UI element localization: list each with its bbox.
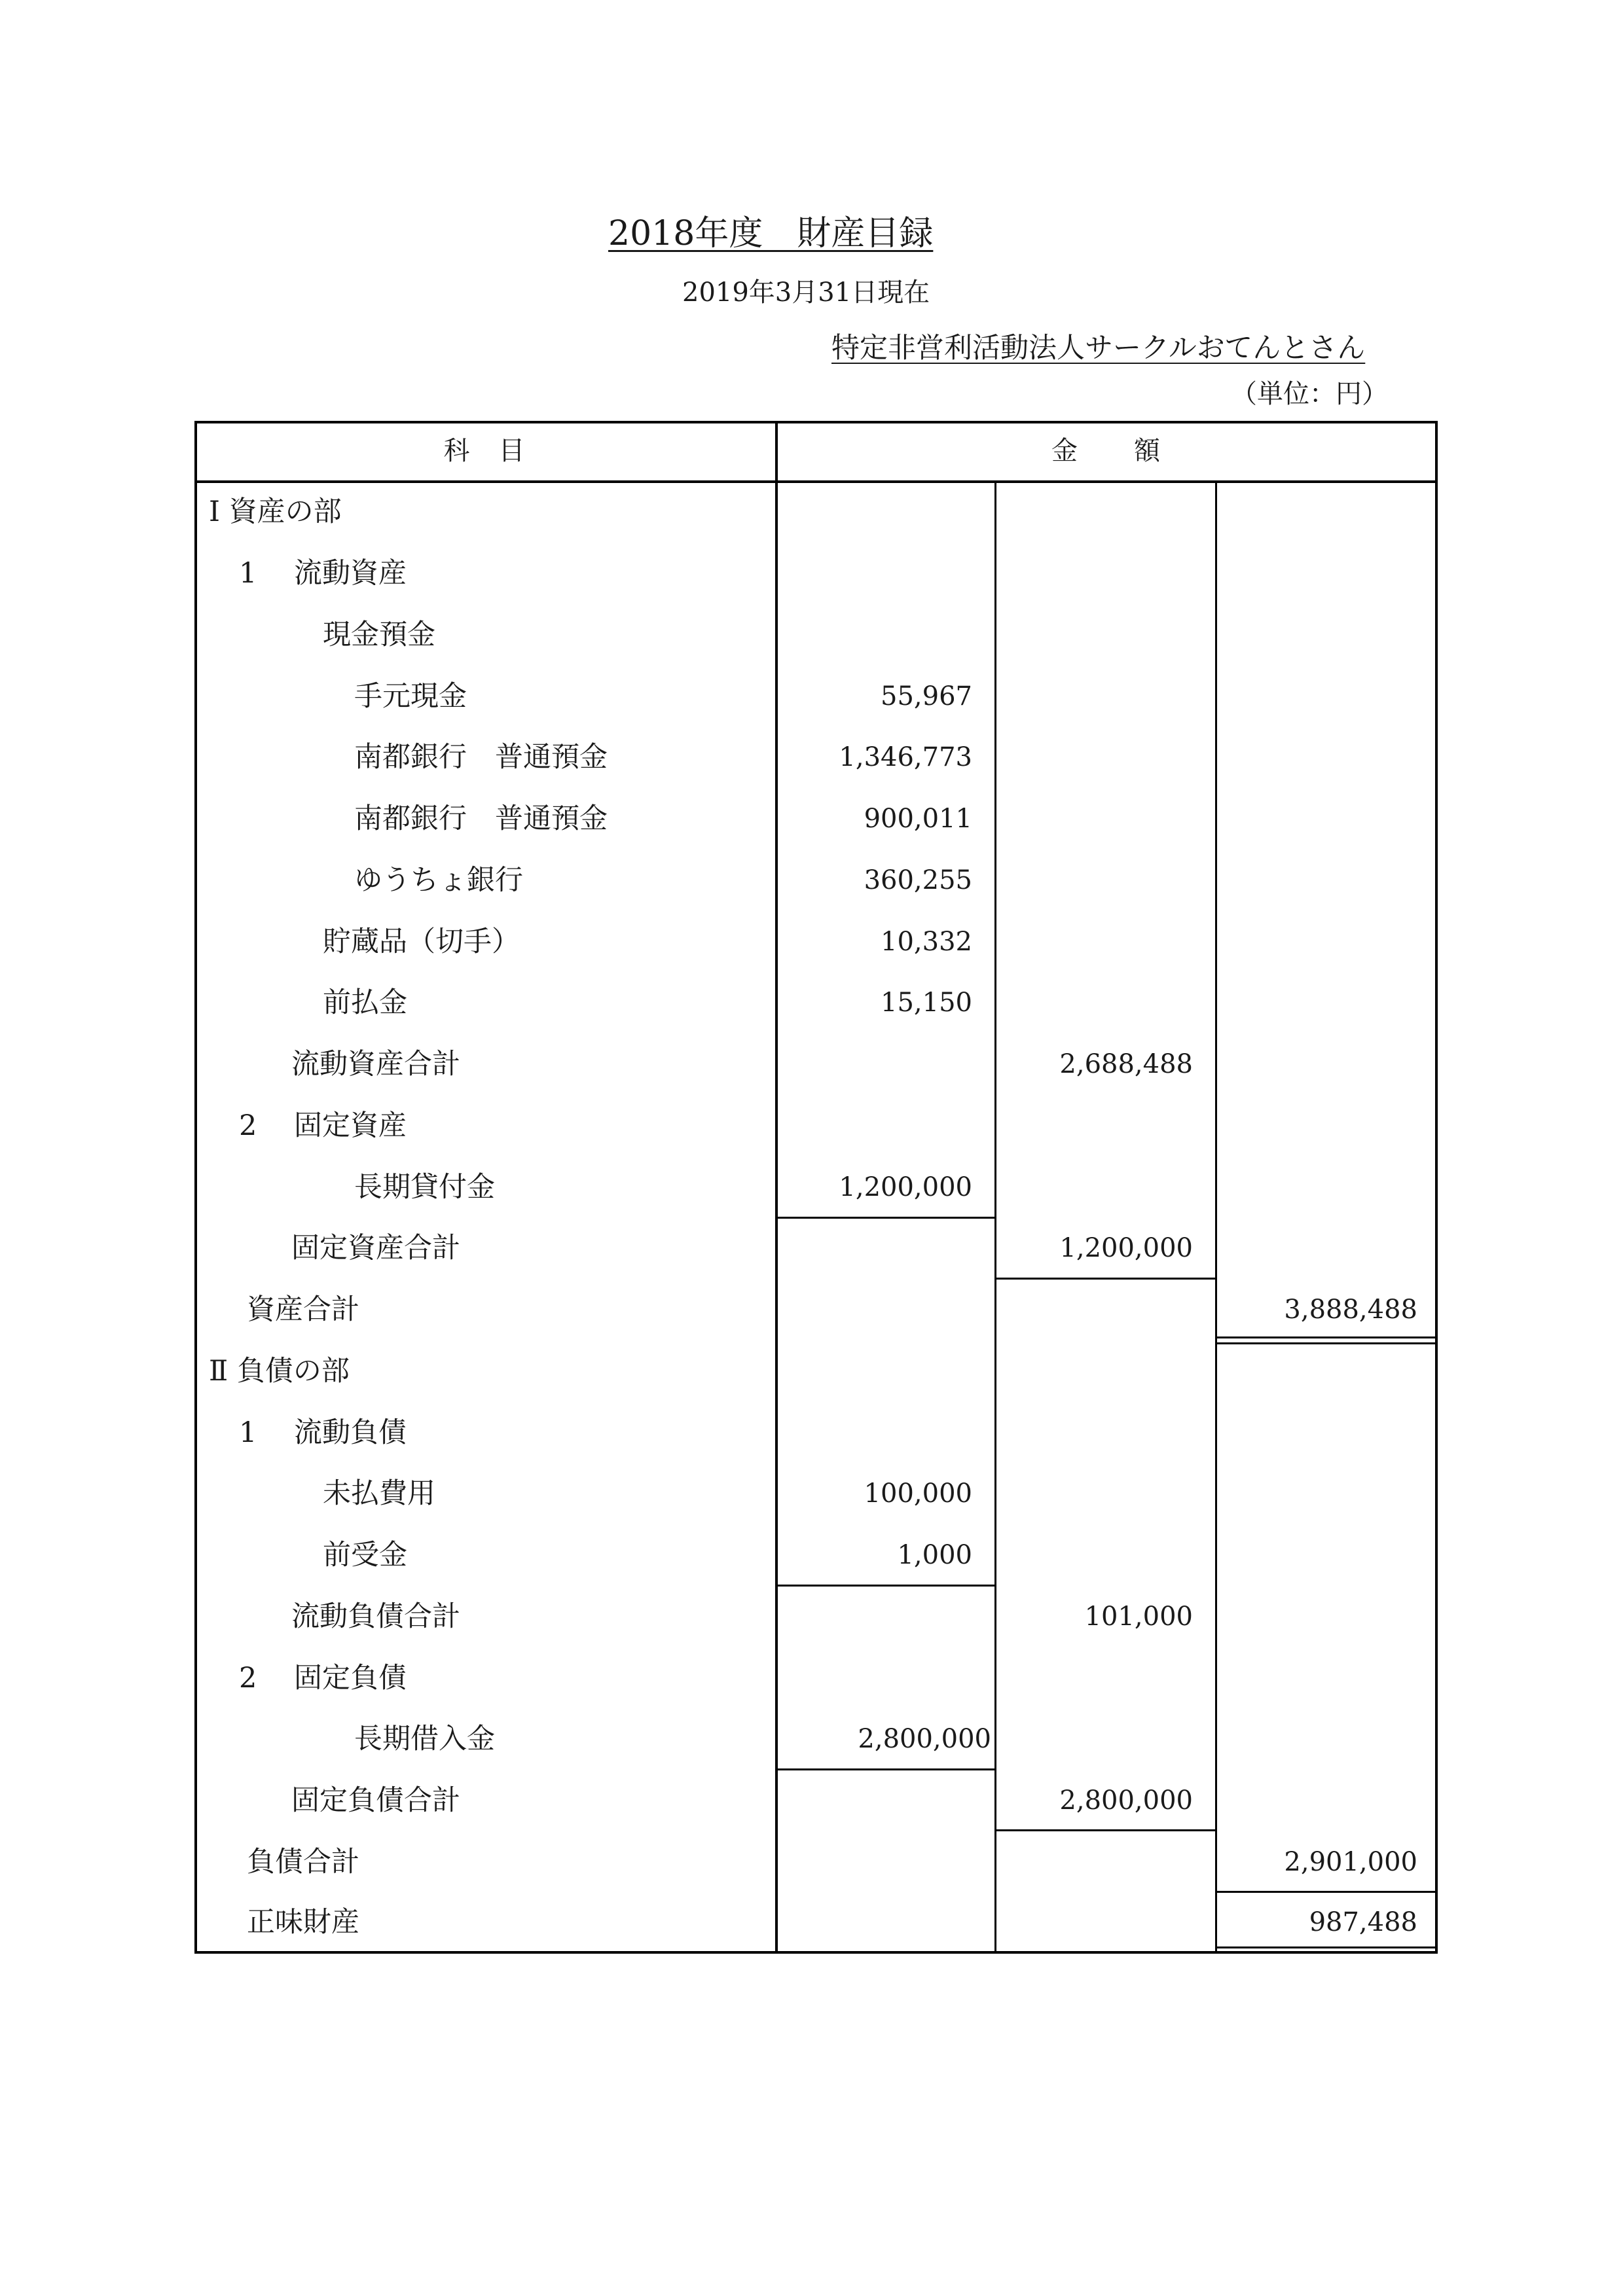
row-yucho-bank: [194, 850, 1438, 911]
item-label: 南都銀行 普通預金: [354, 741, 608, 774]
item-amount: 1,200,000: [839, 1172, 972, 1202]
row-prepaid: [194, 973, 1438, 1033]
net-assets-label: 正味財産: [247, 1906, 359, 1939]
total-amount: 2,901,000: [1284, 1847, 1417, 1877]
subtotal-amount: 101,000: [1084, 1602, 1193, 1632]
row-liabilities-section: [194, 1341, 1438, 1402]
row-assets-section: [194, 482, 1438, 543]
item-amount: 15,150: [881, 988, 972, 1018]
item-amount: 900,011: [864, 804, 972, 834]
subtotal-amount: 2,688,488: [1059, 1049, 1193, 1079]
row-petty-cash: [194, 666, 1438, 727]
row-current-assets-total: [194, 1034, 1438, 1095]
group-label: 1 流動負債: [239, 1416, 407, 1449]
subtotal-label: 流動負債合計: [291, 1600, 460, 1633]
group-label: 2 固定負債: [239, 1662, 407, 1695]
row-fixed-assets-total: [194, 1218, 1438, 1279]
column-header-subject: 科 目: [443, 436, 526, 466]
total-label: 負債合計: [247, 1846, 359, 1878]
row-stamps: [194, 912, 1438, 973]
row-fixed-assets: [194, 1096, 1438, 1157]
document-title: 2018年度 財産目録: [608, 214, 934, 253]
item-amount: 100,000: [864, 1479, 972, 1509]
row-assets-total: [194, 1280, 1438, 1340]
as-of-date: 2019年3月31日現在: [682, 278, 930, 308]
column-header-amount: 金 額: [1051, 436, 1161, 466]
net-assets-amount: 987,488: [1309, 1907, 1417, 1937]
subtotal-amount: 2,800,000: [1059, 1785, 1193, 1816]
section-label: Ⅱ 負債の部: [209, 1355, 350, 1388]
total-amount: 3,888,488: [1284, 1295, 1417, 1325]
row-accrued-expenses: [194, 1463, 1438, 1524]
row-liabilities-total: [194, 1832, 1438, 1893]
item-amount: 2,800,000: [858, 1724, 991, 1754]
item-label: 未払費用: [323, 1477, 435, 1510]
item-label: ゆうちょ銀行: [354, 864, 523, 897]
group-label: 2 固定資産: [239, 1109, 407, 1142]
organization-name: 特定非営利活動法人サークルおてんとさん: [831, 332, 1366, 365]
subtotal-amount: 1,200,000: [1059, 1233, 1193, 1263]
subtotal-label: 固定負債合計: [291, 1784, 460, 1817]
subtotal-label: 固定資産合計: [291, 1232, 460, 1265]
item-label: 手元現金: [354, 680, 467, 713]
row-current-liabilities: [194, 1403, 1438, 1463]
row-current-assets: [194, 543, 1438, 604]
row-long-term-loans: [194, 1157, 1438, 1218]
row-cash-deposits: [194, 605, 1438, 666]
row-fixed-liabilities-total: [194, 1770, 1438, 1831]
item-label: 前払金: [323, 986, 407, 1019]
item-amount: 1,000: [897, 1540, 972, 1570]
property-inventory-table: [194, 421, 1438, 1954]
row-nanto-bank-2: [194, 789, 1438, 850]
subtotal-label: 流動資産合計: [291, 1048, 460, 1081]
section-label: Ⅰ 資産の部: [209, 495, 342, 528]
item-amount: 10,332: [881, 927, 972, 957]
item-amount: 360,255: [864, 865, 972, 895]
row-net-assets: [194, 1892, 1438, 1953]
category-label: 現金預金: [323, 619, 435, 651]
row-fixed-liabilities: [194, 1648, 1438, 1709]
item-label: 前受金: [323, 1539, 407, 1571]
item-amount: 55,967: [881, 681, 972, 711]
item-label: 貯蔵品（切手）: [323, 925, 520, 958]
row-nanto-bank-1: [194, 727, 1438, 788]
item-amount: 1,346,773: [839, 742, 972, 772]
unit-label: （単位：円）: [1231, 379, 1388, 409]
row-advances-received: [194, 1525, 1438, 1586]
row-long-term-borrowings: [194, 1709, 1438, 1770]
group-label: 1 流動資産: [239, 557, 407, 590]
total-label: 資産合計: [247, 1293, 359, 1326]
item-label: 長期貸付金: [354, 1171, 495, 1204]
item-label: 南都銀行 普通預金: [354, 802, 608, 835]
item-label: 長期借入金: [354, 1723, 495, 1755]
row-current-liabilities-total: [194, 1587, 1438, 1647]
